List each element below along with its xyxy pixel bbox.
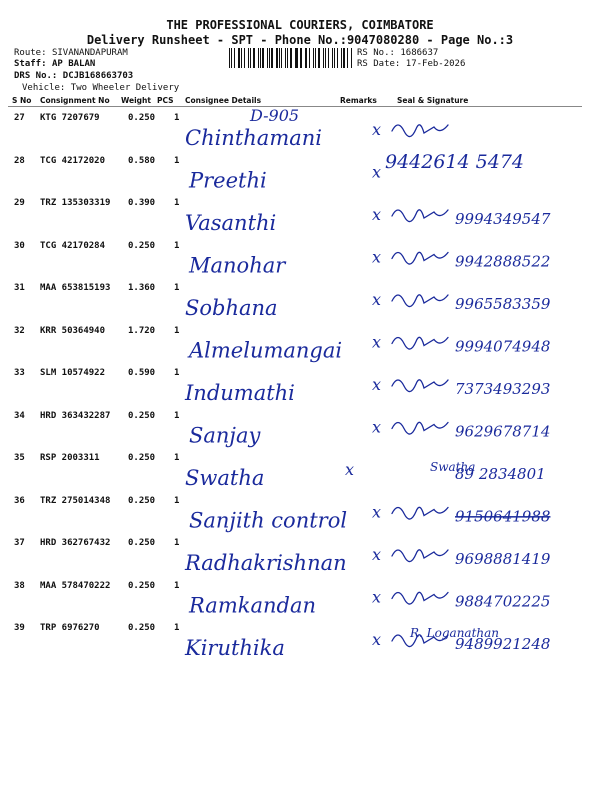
rs-no-value: 1686637 (400, 48, 439, 58)
remark-x-mark: x (372, 545, 382, 564)
col-sno: S No (12, 96, 32, 105)
sno-cell: 34 (14, 410, 25, 421)
pcs-cell: 1 (174, 538, 180, 548)
sno-cell: 37 (14, 538, 25, 548)
staff-value: AP BALAN (51, 59, 96, 69)
weight-cell: 1.720 (128, 325, 156, 336)
pcs-cell: 1 (174, 368, 180, 378)
weight-cell: 0.250 (128, 240, 156, 251)
sno-cell: 36 (14, 495, 25, 506)
handwritten-phone: 7373493293 (455, 380, 551, 398)
pcs-cell: 1 (174, 623, 180, 633)
remark-x-mark: x (372, 417, 382, 437)
consignment-cell: MAA 578470222 (40, 580, 111, 591)
vehicle-value: Two Wheeler Delivery (70, 83, 180, 93)
weight-cell: 0.250 (128, 580, 156, 591)
consignment-cell: RSP 2003311 (40, 453, 100, 463)
handwritten-phone: 9442614 5474 (385, 151, 525, 173)
drs-label: DRS No.: (14, 71, 58, 81)
rs-no-label: RS No.: (357, 48, 395, 58)
route-value: SIVANANDAPURAM (51, 48, 128, 58)
weight-cell: 1.360 (128, 283, 156, 293)
consignment-cell: TCG 42172020 (40, 155, 106, 166)
handwritten-phone: 9150641988 (455, 507, 551, 526)
handwritten-phone: 9965583359 (455, 295, 551, 313)
signature-scribble (392, 592, 448, 604)
weight-cell: 0.250 (128, 410, 156, 421)
remark-x-mark: x (372, 332, 382, 352)
weight-cell: 0.250 (128, 113, 156, 123)
handwritten-phone: 89 2834801 (455, 465, 546, 483)
remark-x-mark: x (372, 205, 382, 224)
signature-scribble (392, 380, 448, 392)
handwritten-phone: 9942888522 (455, 252, 551, 271)
col-pcs: PCS (157, 96, 174, 105)
sno-cell: 39 (14, 623, 25, 633)
signature-scribble (392, 337, 448, 349)
col-weight: Weight (121, 96, 151, 105)
sno-cell: 31 (14, 283, 25, 293)
col-consignment: Consignment No (40, 96, 110, 105)
remark-x-mark: x (372, 120, 382, 139)
consignment-cell: KRR 50364940 (40, 325, 106, 336)
handwritten-phone: 9489921248 (455, 635, 551, 653)
remark-x-mark: x (372, 587, 382, 607)
weight-cell: 0.250 (128, 623, 156, 633)
handwritten-consignee-name: Almelumangai (189, 338, 343, 363)
consignment-cell: HRD 362767432 (40, 538, 111, 548)
handwritten-consignee-name: Radhakrishnan (185, 551, 347, 575)
sno-cell: 32 (14, 325, 25, 336)
remark-x-mark: x (345, 460, 355, 479)
drs-value: DCJB168663703 (62, 71, 134, 81)
handwritten-consignee-name: Kiruthika (185, 636, 285, 660)
remark-x-mark: x (372, 630, 382, 649)
handwritten-consignee-name: Preethi (189, 168, 267, 193)
pcs-cell: 1 (174, 283, 180, 293)
rs-date-label: RS Date: (357, 59, 401, 69)
handwritten-consignee-name: Sanjith control (189, 508, 348, 533)
pcs-cell: 1 (174, 495, 180, 506)
signature-scribble (392, 550, 448, 562)
col-consignee: Consignee Details (185, 96, 262, 105)
pcs-cell: 1 (174, 198, 180, 208)
sno-cell: 38 (14, 580, 25, 591)
pcs-cell: 1 (174, 410, 180, 421)
handwritten-consignee-name: Sobhana (185, 296, 278, 320)
signature-scribble (392, 507, 448, 519)
consignment-cell: HRD 363432287 (40, 410, 111, 421)
weight-cell: 0.250 (128, 538, 156, 548)
handwritten-consignee-name: Swatha (185, 466, 265, 490)
rs-date-value: 17-Feb-2026 (405, 59, 466, 69)
handwritten-consignee-name: Chinthamani (185, 126, 322, 150)
remark-x-mark: x (372, 247, 382, 267)
sno-cell: 30 (14, 240, 25, 251)
runsheet-subtitle: Delivery Runsheet - SPT - Phone No.:9047080280 - Page No.:3 (86, 33, 514, 47)
weight-cell: 0.580 (128, 155, 156, 166)
pcs-cell: 1 (174, 453, 180, 463)
vehicle-label: Vehicle: (22, 83, 66, 93)
handwritten-phone: 9884702225 (455, 592, 551, 611)
handwritten-phone: 9698881419 (455, 550, 551, 568)
signature-scribble (392, 210, 448, 222)
sno-cell: 28 (14, 155, 25, 166)
handwritten-phone: 9994349547 (455, 210, 551, 228)
handwritten-note: D-905 (250, 106, 300, 125)
sno-cell: 29 (14, 198, 25, 208)
weight-cell: 0.250 (128, 495, 156, 506)
handwritten-phone: 9994074948 (455, 337, 551, 356)
sno-cell: 27 (14, 113, 25, 123)
weight-cell: 0.250 (128, 453, 156, 463)
consignment-cell: TRZ 135303319 (40, 198, 111, 208)
signature-scribble (392, 422, 448, 434)
col-remarks: Remarks (340, 96, 377, 105)
handwritten-consignee-name: Ramkandan (189, 593, 316, 618)
handwritten-consignee-name: Vasanthi (185, 211, 277, 235)
handwritten-note: Swatha (430, 460, 476, 474)
handwritten-phone: 9629678714 (455, 422, 551, 441)
col-seal: Seal & Signature (397, 96, 469, 105)
sno-cell: 35 (14, 453, 25, 463)
weight-cell: 0.590 (128, 368, 156, 378)
remark-x-mark: x (372, 375, 382, 394)
consignment-cell: TCG 42170284 (40, 240, 106, 251)
route-label: Route: (14, 48, 47, 58)
pcs-cell: 1 (174, 325, 180, 336)
pcs-cell: 1 (174, 113, 180, 123)
consignment-cell: MAA 653815193 (40, 283, 111, 293)
handwritten-consignee-name: Sanjay (189, 423, 261, 448)
company-title: THE PROFESSIONAL COURIERS, COIMBATORE (166, 18, 434, 32)
signature-scribble (392, 125, 448, 137)
pcs-cell: 1 (174, 155, 180, 166)
consignment-cell: TRZ 275014348 (40, 495, 111, 506)
remark-x-mark: x (372, 502, 382, 522)
consignment-cell: KTG 7207679 (40, 113, 100, 123)
handwritten-consignee-name: Indumathi (185, 381, 295, 405)
signature-scribble (392, 252, 448, 264)
weight-cell: 0.390 (128, 198, 156, 208)
consignment-cell: TRP 6976270 (40, 623, 100, 633)
staff-label: Staff: (14, 59, 47, 69)
remark-x-mark: x (372, 162, 382, 182)
sno-cell: 33 (14, 368, 25, 378)
signature-scribble (392, 295, 448, 307)
pcs-cell: 1 (174, 240, 180, 251)
remark-x-mark: x (372, 290, 382, 309)
handwritten-note: R. Loganathan (410, 626, 500, 640)
consignment-cell: SLM 10574922 (40, 368, 106, 378)
handwritten-consignee-name: Manohar (189, 253, 286, 278)
pcs-cell: 1 (174, 580, 180, 591)
